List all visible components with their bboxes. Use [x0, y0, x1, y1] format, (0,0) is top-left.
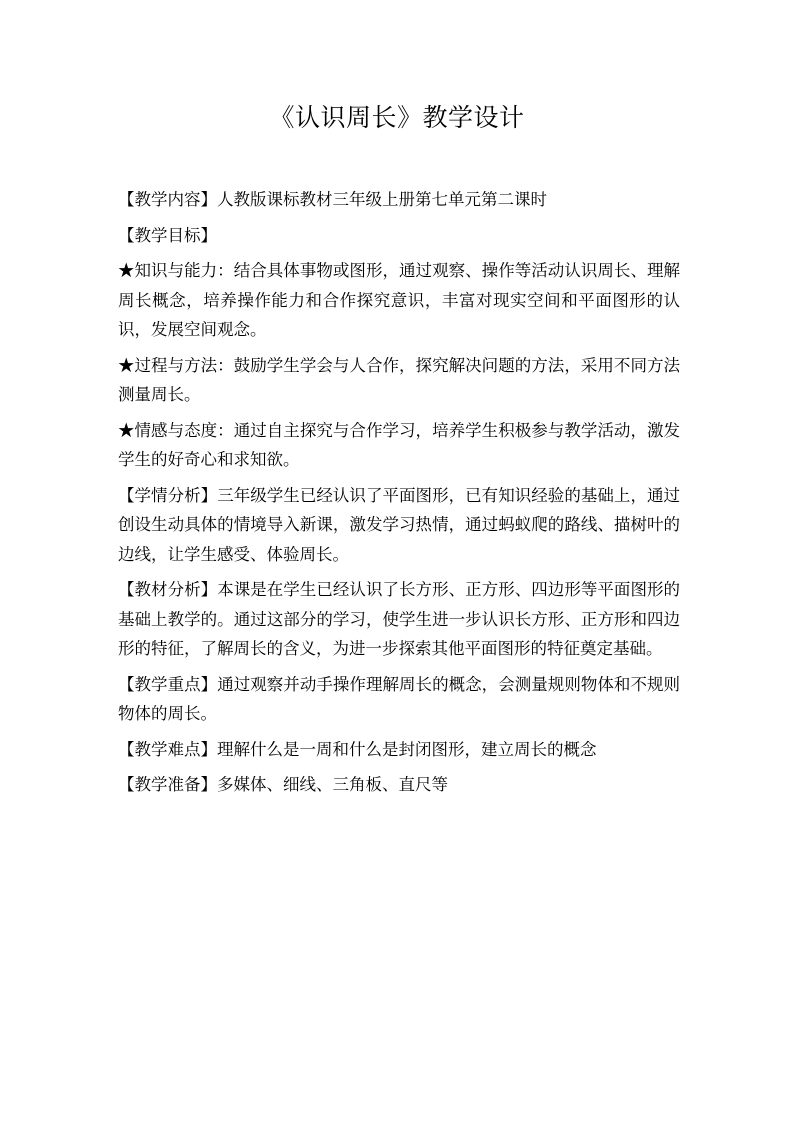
paragraph-text: 理解什么是一周和什么是封闭图形，建立周长的概念: [217, 739, 597, 759]
paragraph-label: 【教材分析】: [118, 580, 218, 599]
paragraph-preparation: [118, 770, 680, 800]
paragraph-text: 通过观察并动手操作理解周长的概念，会测量规则物体和不规则物体的周长。: [118, 674, 681, 723]
paragraph-label: 【学情分析】: [118, 485, 218, 505]
paragraph-text: 人教版课标教材三年级上册第七单元第二课时: [217, 190, 547, 209]
paragraph-material-analysis: [118, 575, 680, 664]
paragraph-teaching-content: [118, 185, 680, 215]
paragraph-text: 通过自主探究与合作学习，培养学生积极参与教学活动，激发学生的好奇心和求知欲。: [118, 420, 681, 469]
paragraph-student-analysis: [118, 481, 680, 570]
paragraph-text: 结合具体事物或图形，通过观察、操作等活动认识周长、理解周长概念，培养操作能力和合作探究意识，丰富对现实空间和平面图形的认识，发展空间观念。: [118, 261, 681, 339]
paragraph-label: 【教学准备】: [118, 775, 217, 794]
paragraph-label: 【教学难点】: [118, 739, 217, 759]
paragraph-knowledge-ability: [118, 256, 680, 345]
paragraph-text: 鼓励学生学会与人合作，探究解决问题的方法，采用不同方法测量周长。: [118, 355, 681, 404]
paragraph-label: 【教学内容】: [118, 190, 217, 209]
paragraph-process-method: [118, 351, 680, 410]
paragraph-text: 多媒体、细线、三角板、直尺等: [217, 775, 448, 794]
paragraph-label: 【教学目标】: [118, 225, 217, 245]
paragraph-emotion-attitude: [118, 416, 680, 475]
paragraph-label: ★情感与态度：: [118, 420, 234, 440]
document-title: 《认识周长》教学设计: [269, 103, 525, 132]
paragraph-teaching-goals: [118, 221, 680, 251]
document-body: [118, 185, 680, 806]
paragraph-key-points: [118, 670, 680, 729]
paragraph-label: 【教学重点】: [118, 674, 218, 694]
paragraph-text: 三年级学生已经认识了平面图形，已有知识经验的基础上，通过创设生动具体的情境导入新课，激发学习热情，通过蚂蚁爬的路线、描树叶的边线，让学生感受、体验周长。: [118, 485, 681, 564]
paragraph-difficult-points: [118, 735, 680, 765]
paragraph-label: ★知识与能力：: [118, 261, 234, 280]
paragraph-label: ★过程与方法：: [118, 355, 234, 375]
paragraph-text: 本课是在学生已经认识了长方形、正方形、四边形等平面图形的基础上教学的。通过这部分的学习，使学生进一步认识长方形、正方形和四边形的特征，了解周长的含义，为进一步探索其他平面图形的特征奠定基础。: [118, 580, 681, 658]
